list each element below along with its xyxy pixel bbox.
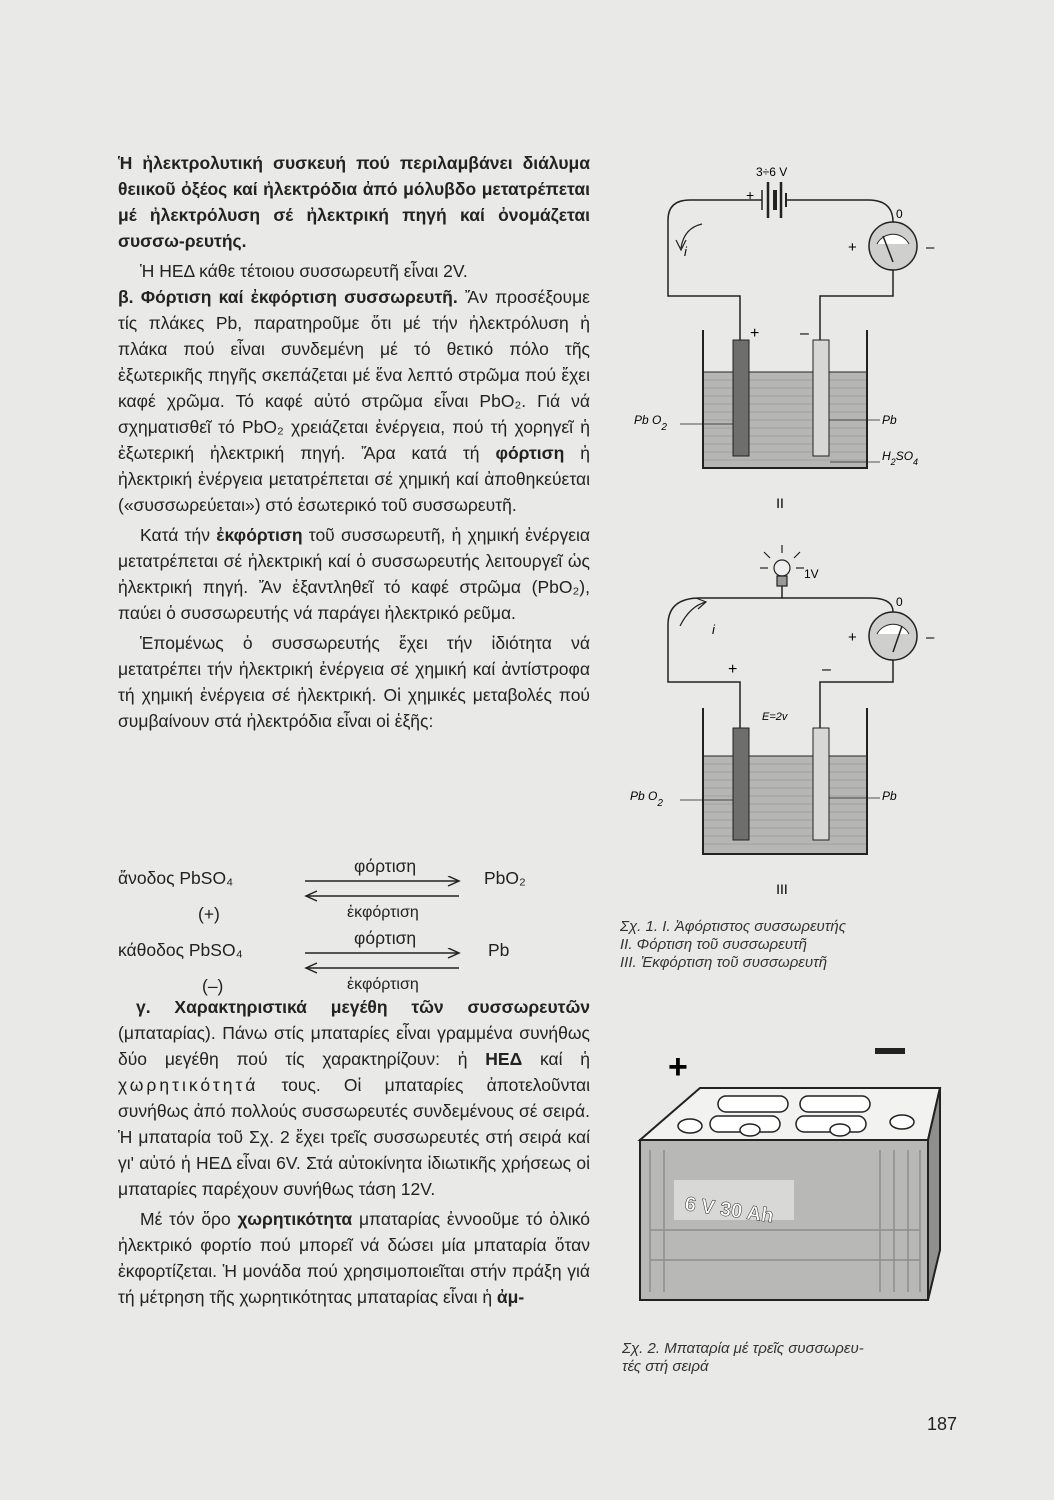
section-g-text-a: (μπαταρίας). Πάνω στίς μπαταρίες εἶναι γραμμένα συνήθως δύο μεγέθη πού τίς χαρακτηρίζουν: ἡ	[118, 1023, 590, 1069]
cell-1-minus: –	[800, 325, 809, 342]
fig1-caption-line3: III. Ἐκφόρτιση τοῦ συσσωρευτῆ	[620, 954, 828, 971]
section-b-text: Ἄν προσέξουμε τίς πλάκες Pb, παρατηροῦμε ὅτι μέ τήν ἠλεκτρόλυση ἡ πλάκα πού εἶναι συνδεμένη μέ τό θετικό πόλο τῆς ἐξωτερικῆς πηγῆς σκεπάζεται μέ ἕνα λεπτό στρῶμα πού ἔχει καφέ χρῶμα. Τό καφέ αὐτό στρῶμα εἶναι PbO₂. Γιά νά σχηματισθεῖ τό PbO₂ χρειάζεται ἐνέργεια, πού τή χορηγεῖ ἡ ἐξωτερική ἠλεκτρική πηγή. Ἄρα κατά τή	[118, 287, 590, 463]
charging-circuit-wires	[668, 200, 893, 340]
page-number: 187	[927, 1414, 958, 1434]
section-b-title: β. Φόρτιση καί ἐκφόρτιση συσσωρευτῆ.	[118, 287, 458, 307]
cell-2-plus: +	[728, 661, 738, 678]
section-g-capacity: χωρητικότητά	[118, 1075, 259, 1095]
fig2-caption-line2: τές στή σειρά	[622, 1358, 709, 1375]
capacity-text-b: μπαταρίας ἐννοοῦμε τό ὁλικό ἠλεκτρικό φορτίο πού μπορεῖ νά δώσει μία μπαταρία ὅταν ἐκφορτίζεται. Ἡ μονάδα πού χρησιμοποιεῖται στήν πράξη γιά τή μέτρηση τῆς χωρητικότητας μπαταρίας εἶναι ἡ	[118, 1209, 590, 1307]
cell-2-minus: –	[822, 661, 831, 678]
capacity-text-a: Μέ τόν ὅρο	[140, 1209, 231, 1229]
capacity-paragraph	[118, 1206, 590, 1310]
capacity-end: ἀμ-	[496, 1287, 525, 1307]
meter-1	[869, 222, 917, 270]
fig2-caption-line1: Σχ. 2. Μπαταρία μέ τρεῖς συσσωρευ-	[622, 1340, 864, 1357]
r2-left: κάθοδος PbSO₄	[118, 940, 243, 960]
reactions	[118, 852, 598, 996]
meter-2-plus: +	[848, 629, 857, 646]
section-g-hed: ΗΕΔ	[485, 1049, 523, 1069]
figure-2-caption	[622, 1340, 864, 1376]
label-III: III	[776, 881, 788, 897]
section-b-text2: ἡ ἠλεκτρική ἐνέργεια μετατρέπεται σέ χημική καί ἀποθηκεύεται («συσσωρεύεται») στό ἐσωτερικό τοῦ συσσωρευτῆ.	[118, 443, 590, 515]
text-column	[118, 150, 590, 734]
figure-2-battery	[610, 1030, 960, 1320]
r2-right: Pb	[488, 940, 510, 960]
intro-paragraph: Ἡ ἠλεκτρολυτική συσκευή πού περιλαμβάνει διάλυμα θειικοῦ ὀξέος καί ἠλεκτρόδια ἀπό μόλυβδο μετατρέπεται μέ ἠλεκτρόλυση σέ ἠλεκτρική πηγή καί ὀνομάζεται συσσω-ρευτής.	[118, 153, 590, 251]
discharge-paragraph	[118, 522, 590, 626]
section-g-text-b: καί ἡ	[539, 1049, 590, 1069]
hed-paragraph: Ἡ ΗΕΔ κάθε τέτοιου συσσωρευτῆ εἶναι 2V.	[140, 261, 468, 281]
h2so4-label: $H_2SO_4$	[882, 449, 919, 467]
capacity-word: χωρητικότητα	[237, 1209, 353, 1229]
discharge-word: ἐκφόρτιση	[216, 525, 303, 545]
current-label-1: i	[684, 244, 687, 259]
figure-1	[615, 150, 960, 910]
discharge-circuit-wires	[668, 586, 893, 728]
r2-charge-label: φόρτιση	[354, 928, 417, 948]
meter-2-zero: 0	[896, 595, 903, 609]
lamp	[760, 545, 804, 586]
source-battery-symbol	[762, 182, 786, 218]
r1-discharge-label: ἐκφόρτιση	[347, 904, 419, 921]
emf-label: E=2v	[762, 711, 788, 723]
r1-sign: (+)	[198, 904, 220, 924]
r1-right: PbO₂	[484, 868, 526, 888]
pb-label-1: Pb	[882, 413, 897, 427]
battery-minus	[875, 1048, 905, 1054]
electrolyte-2	[703, 756, 867, 854]
section-g-paragraph	[118, 994, 590, 1202]
charge-word: φόρτιση	[495, 443, 565, 463]
meter-1-zero: 0	[896, 207, 903, 221]
fig1-caption-line1: Σχ. 1. I. Ἀφόρτιστος συσσωρευτής	[620, 918, 847, 935]
meter-2-minus: –	[926, 629, 935, 646]
pbo2-label-2: Pb $O_2$	[630, 789, 663, 809]
electrode-pb-1	[813, 340, 829, 456]
label-II: II	[776, 495, 784, 511]
section-g-text-c: τους. Οἱ μπαταρίες ἀποτελοῦνται συνήθως ἀπό πολλούς συσσωρευτές συνδεμένους σέ σειρά. Ἡ μπαταρία τοῦ Σχ. 2 ἔχει τρεῖς συσσωρευτές στή σειρά καί γι' αὐτό ἡ ΗΕΔ εἶναι 6V. Στά αὐτοκίνητα ἰδιωτικῆς χρήσεως οἱ μπαταρίες παρέχουν συνήθως τάση 12V.	[118, 1075, 590, 1199]
pbo2-label-1: Pb $O_2$	[634, 413, 667, 433]
electrode-pbo2-2	[733, 728, 749, 840]
lamp-voltage: 1V	[804, 567, 819, 581]
battery-label: 6 V 30 Ah	[683, 1193, 775, 1228]
r2-sign: (–)	[202, 976, 224, 996]
meter-1-minus: –	[926, 239, 935, 256]
discharge-text-b: τοῦ συσσωρευτῆ, ἡ χημική ἐνέργεια μετατρέπεται σέ ἠλεκτρική καί ὁ συσσωρευτής λειτουργεῖ ὡς ἠλεκτρική πηγή. Ἄν ἐξαντληθεῖ τό καφέ στρῶμα (PbO₂), παύει ὁ συσσωρευτής νά παράγει ἠλεκτρικό ρεῦμα.	[118, 525, 591, 623]
source-plus: +	[746, 187, 755, 203]
r2-discharge-label: ἐκφόρτιση	[347, 976, 419, 993]
meter-2	[869, 612, 917, 660]
r2-arrows	[303, 948, 463, 978]
electrode-pb-2	[813, 728, 829, 840]
r1-charge-label: φόρτιση	[354, 856, 417, 876]
r1-arrows	[303, 876, 463, 906]
electrode-pbo2-1	[733, 340, 749, 456]
pb-label-2: Pb	[882, 789, 897, 803]
section-g	[118, 994, 590, 1310]
r1-left: ἄνοδος PbSO₄	[118, 868, 234, 888]
section-b-paragraph	[118, 284, 590, 518]
fig1-caption-line2: II. Φόρτιση τοῦ συσσωρευτῆ	[620, 936, 807, 953]
source-voltage: 3÷6 V	[756, 165, 788, 179]
battery-plus: +	[668, 1048, 688, 1086]
section-g-title: γ. Χαρακτηριστικά μεγέθη τῶν συσσωρευτῶν	[136, 997, 590, 1017]
current-label-2: i	[712, 622, 715, 637]
meter-1-plus: +	[848, 239, 857, 256]
discharge-text-a: Κατά τήν	[140, 525, 210, 545]
therefore-paragraph: Ἑπομένως ὁ συσσωρευτής ἔχει τήν ἰδιότητα νά μετατρέπει τήν ἠλεκτρική ἐνέργεια σέ χημική καί ἀντίστροφα τή χημική ἐνέργεια σέ ἠλεκτρική. Οἱ χημικές μεταβολές πού συμβαίνουν στά ἠλεκτρόδια εἶναι οἱ ἑξῆς:	[118, 633, 590, 731]
cell-1-plus: +	[750, 325, 760, 342]
figure-1-caption	[620, 918, 846, 972]
